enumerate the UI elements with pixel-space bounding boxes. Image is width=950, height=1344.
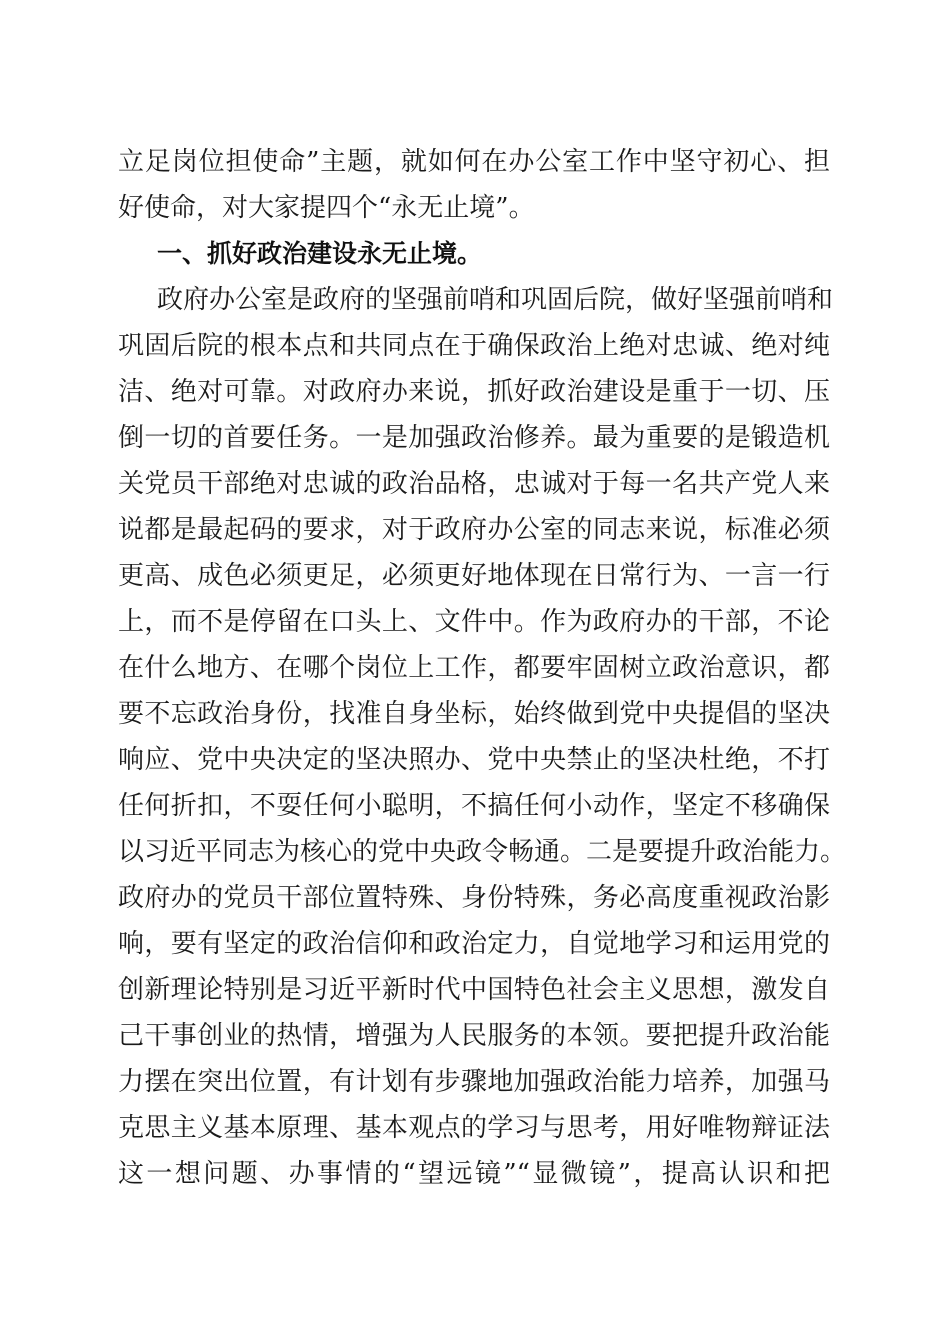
paragraph-line-11: 响应、党中央决定的坚决照办、党中央禁止的坚决杜绝，不打 — [118, 745, 830, 775]
paragraph-line-18: 力摆在突出位置，有计划有步骤地加强政治能力培养，加强马 — [118, 1067, 830, 1097]
paragraph-line-20: 这一想问题、办事情的“望远镜”“显微镜”，提高认识和把 — [118, 1159, 830, 1189]
paragraph-line-8: 上，而不是停留在口头上、文件中。作为政府办的干部，不论 — [118, 607, 830, 637]
intro-line-2: 好使命，对大家提四个“永无止境”。 — [118, 193, 535, 223]
paragraph-line-1: 政府办公室是政府的坚强前哨和巩固后院，做好坚强前哨和 — [157, 285, 834, 315]
paragraph-line-15: 响，要有坚定的政治信仰和政治定力，自觉地学习和运用党的 — [118, 929, 830, 959]
paragraph-line-3: 洁、绝对可靠。对政府办来说，抓好政治建设是重于一切、压 — [118, 377, 830, 407]
paragraph-line-14: 政府办的党员干部位置特殊、身份特殊，务必高度重视政治影 — [118, 883, 830, 913]
paragraph-line-17: 己干事创业的热情，增强为人民服务的本领。要把提升政治能 — [118, 1021, 830, 1051]
paragraph-line-7: 更高、成色必须更足，必须更好地体现在日常行为、一言一行 — [118, 561, 830, 591]
paragraph-line-4: 倒一切的首要任务。一是加强政治修养。最为重要的是锻造机 — [118, 423, 830, 453]
paragraph-line-6: 说都是最起码的要求，对于政府办公室的同志来说，标准必须 — [118, 515, 830, 545]
intro-line-1: 立足岗位担使命”主题，就如何在办公室工作中坚守初心、担 — [118, 147, 830, 177]
paragraph-line-16: 创新理论特别是习近平新时代中国特色社会主义思想，激发自 — [118, 975, 830, 1005]
section-heading: 一、抓好政治建设永无止境。 — [157, 239, 483, 268]
paragraph-line-9: 在什么地方、在哪个岗位上工作，都要牢固树立政治意识，都 — [118, 653, 830, 683]
paragraph-line-5: 关党员干部绝对忠诚的政治品格，忠诚对于每一名共产党人来 — [118, 469, 830, 499]
paragraph-line-12: 任何折扣，不耍任何小聪明，不搞任何小动作，坚定不移确保 — [118, 791, 830, 821]
paragraph-line-13: 以习近平同志为核心的党中央政令畅通。二是要提升政治能力。 — [118, 837, 847, 867]
paragraph-line-10: 要不忘政治身份，找准自身坐标，始终做到党中央提倡的坚决 — [118, 699, 830, 729]
paragraph-line-19: 克思主义基本原理、基本观点的学习与思考，用好唯物辩证法 — [118, 1113, 830, 1143]
paragraph-line-2: 巩固后院的根本点和共同点在于确保政治上绝对忠诚、绝对纯 — [118, 331, 830, 361]
